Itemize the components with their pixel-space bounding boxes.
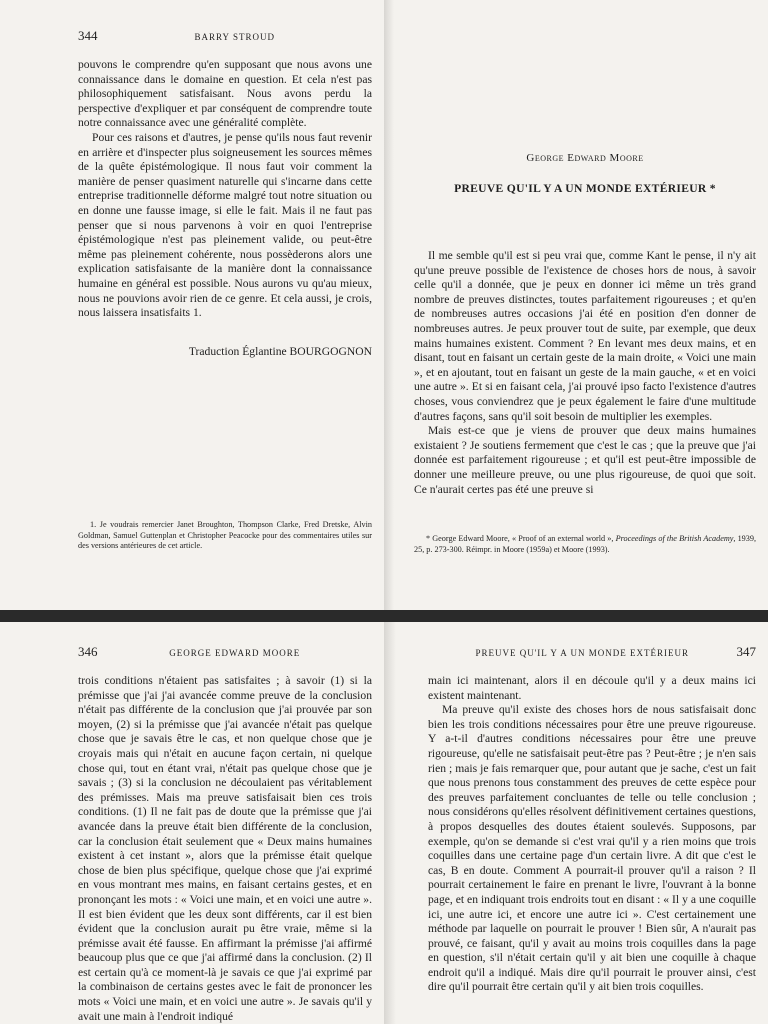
page-number: 346 xyxy=(78,644,98,659)
footnote xyxy=(414,534,756,555)
page-body xyxy=(428,674,756,995)
page-body xyxy=(414,249,756,497)
page-number: 344 xyxy=(78,28,98,43)
running-head xyxy=(78,644,372,660)
page-344 xyxy=(0,0,384,610)
running-head xyxy=(78,28,372,44)
paragraph: Mais est-ce que je viens de prouver que deux mains humaines existaient ? Je soutiens fermement que c'est le cas ; que la preuve que j'ai donnée est parfaitement rigoureuse ; et qu'il est peut-être impossible de donner une meilleure preuve, ou une plus rigoureuse, de quoi que soit. Ce n'aurait certes pas été une preuve si xyxy=(414,424,756,496)
page-346 xyxy=(0,622,384,1024)
running-head xyxy=(428,644,756,660)
footnote: 1. Je voudrais remercier Janet Broughton, Thompson Clarke, Fred Dretske, Alvin Goldman, Samuel Guttenplan et Christopher Peacocke pour des commentaires utiles sur des versions antérieures de cet article. xyxy=(78,520,372,550)
page-number: 347 xyxy=(736,644,756,659)
paragraph: Il me semble qu'il est si peu vrai que, comme Kant le pense, il n'y ait qu'une preuve possible de l'existence de choses hors de nous, à savoir celle qu'il a donnée, que je peux en donner ici même un très grand nombre de preuves distinctes, toutes parfaitement rigoureuses ; et qu'en de nombreuses autres occasions j'ai été en position d'en donner de nombreuses autres. Je peux prouver tout de suite, par exemple, que deux mains humaines existent. Comment ? En levant mes deux mains, et en disant, tout en faisant un certain geste de la main droite, « Voici une main », et en ajoutant, tout en faisant un geste de la main gauche, « et en voici une autre ». Et si en faisant cela, j'ai prouvé ipso facto l'existence d'autres choses, vous conviendrez que je peux également le faire d'une multitude d'autres façons, sans qu'il soit besoin de multiplier les exemples. xyxy=(414,249,756,423)
translator-credit: Traduction Églantine BOURGOGNON xyxy=(188,344,372,358)
paragraph: main ici maintenant, alors il en découle qu'il y a deux mains ici existent maintenant. xyxy=(428,674,756,702)
footnote-text: * George Edward Moore, « Proof of an external world », xyxy=(426,534,616,543)
paragraph: pouvons le comprendre qu'en supposant que nous avons une connaissance dans le domaine en question. Et cela n'est pas philosophiquement satisfaisant. Nous avons perdu la perspective d'expliquer et par conséquent de comprendre toute notre connaissance avec une généralité complète. xyxy=(78,58,372,130)
essay-title: PREUVE QU'IL Y A UN MONDE EXTÉRIEUR * xyxy=(454,182,716,195)
essay-author: George Edward Moore xyxy=(526,152,644,164)
paragraph: Ma preuve qu'il existe des choses hors de nous satisfaisait donc bien les trois conditions nécessaires pour être une preuve rigoureuse. Y a-t-il d'autres conditions nécessaires pour être une preuve rigoureuse, qu'elle ne satisfaisait peut-être pas ? Peut-être ; je n'en sais rien ; mais je fais remarquer que, pour autant que je sache, c'est un fait que nous prenons tous constamment des preuves de cette espèce pour des preuves parfaitement concluantes de telle ou telle conclusion ; nous considérons qu'elles résolvent définitivement certaines questions, à propos desquelles des doutes étaient soulevés. Supposons, par exemple, qu'on se demande si c'est vrai qu'il y a rien moins que trois coquilles dans une certaine page d'un certain livre. A dit que c'est le cas, B en doute. Comment A pourrait-il prouver qu'il a raison ? Il pourrait certainement le faire en prenant le livre, l'ouvrant à la bonne page, et en indiquant trois endroits tout en disant : « Il y a une coquille ici, une autre ici, et encore une autre ici ». C'est certainement une méthode par laquelle on pourrait le prouver ! Bien sûr, A n'aurait pas prouvé, ce faisant, qu'il y avait au moins trois coquilles dans la page en question, s'il n'était certain qu'il y ait bien une coquille à chaque endroit qu'il a indiqué. Mais dire qu'il pourrait le prouver ainsi, c'est dire qu'il pourrait être certain qu'il y ait bien trois coquilles. xyxy=(428,703,756,994)
footnote-text: , 1939, 25, p. 273-300. Réimpr. in Moore (1959a) et Moore (1993). xyxy=(414,534,757,554)
paragraph: trois conditions n'étaient pas satisfaites ; à savoir (1) si la prémisse que j'ai j'ai avancée comme preuve de la conclusion n'était pas différente de la conclusion que j'ai prouvée par son moyen, (2) si la prémisse que j'ai avancée n'était pas quelque chose que je savais être le cas, et non quelque chose que je croyais mais qui n'était en aucune façon certain, ni quelque chose qui, tout en étant vrai, n'était pas quelque chose que je savais ; (3) si la conclusion ne découlaient pas véritablement des prémisses. Mais ma preuve satisfaisait bien ces trois conditions. (1) Il ne fait pas de doute que la prémisse que j'ai avancée dans la preuve était bien différente de la conclusion, car la conclusion était seulement que « Deux mains humaines existent à cet instant », alors que la prémisse était quelque chose de bien plus spécifique, quelque chose que j'ai exprimé en vous montrant mes mains, en faisant certains gestes, et en prononçant les mots : « Voici une main, et en voici une autre ». Il est bien évident que les deux sont différents, car il est bien évident que la conclusion aurait pu être vraie, même si la prémisse avait été fausse. En affirmant la prémisse j'ai affirmé beaucoup plus que ce que j'ai affirmé dans la conclusion. (2) Il est certain qu'à ce moment-là je savais ce que j'ai exprimé par la combinaison de certains gestes avec le fait de prononcer les mots « Voici une main, et en voici une autre ». Je savais qu'il y avait une main à l'endroit indiqué xyxy=(78,674,372,1023)
gutter-top xyxy=(384,0,394,610)
running-head-title: GEORGE EDWARD MOORE xyxy=(169,648,301,658)
page-body xyxy=(78,58,372,321)
page-345 xyxy=(394,0,768,610)
running-head-title: PREUVE QU'IL Y A UN MONDE EXTÉRIEUR xyxy=(475,648,690,658)
page-347 xyxy=(396,622,768,1024)
paragraph: Pour ces raisons et d'autres, je pense qu'ils nous faut revenir en arrière et d'inspecter plus soigneusement les sources mêmes de la quête épistémologique. Il nous faut voir comment la manière de penser quasiment naturelle qui s'incarne dans cette entreprise traditionnelle déforme malgré tout notre situation ou en donne une fausse image, si elle le fait. Mais il ne faut pas penser que si nous parvenons à voir en quoi l'entreprise épistémologique n'est pas pleinement valide, ou peut-être même pas pleinement cohérente, nous possèderons alors une explication satisfaisante de la manière dont la connaissance humaine en général est possible. Nous aurons vu qu'au mieux, nous ne pouvions avoir rien de ce genre. Et cela aussi, je crois, nous laissera insatisfaits 1. xyxy=(78,130,372,320)
footnote-journal: Proceedings of the British Academy xyxy=(615,534,734,543)
running-head-title: BARRY STROUD xyxy=(194,32,275,42)
page-body xyxy=(78,674,372,1024)
gutter-bottom xyxy=(384,622,396,1024)
